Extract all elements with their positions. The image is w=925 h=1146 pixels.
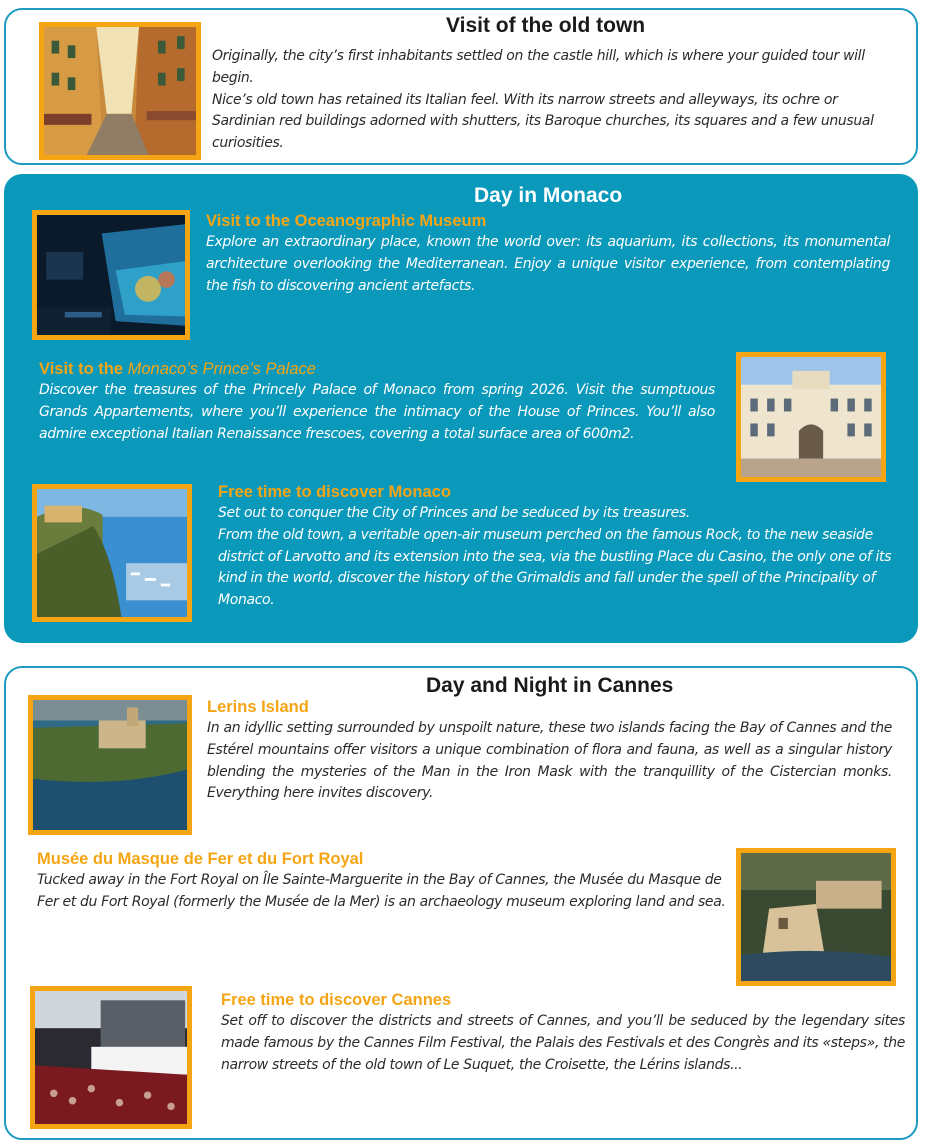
cannes-title: Day and Night in Cannes <box>426 674 674 697</box>
monaco-title: Day in Monaco <box>474 184 623 207</box>
palace-text: Discover the treasures of the Princely Palace of Monaco from spring 2026. Visit the sumptuous Grands Appartements, where you’ll experience the intimacy of the House of Princes. You’ll also admire exceptional Italian Renaissance frescoes, covering a total surface area of 600m2. <box>39 382 715 442</box>
museum-block <box>206 210 890 297</box>
monaco-free-paragraph: From the old town, a veritable open-air museum perched on the famous Rock, to the new seaside district of Larvotto and its extension into the sea, via the bustling Place du Casino, the only one of its kind in the world, discover the history of the Grimaldis and fall under the spell of the Principality of Monaco. <box>218 526 892 609</box>
fort-royal-photo <box>736 848 896 986</box>
museum-heading: Visit to the Oceanographic Museum <box>206 212 487 230</box>
palace-photo <box>736 352 886 482</box>
palace-heading-italic: Monaco’s Prince’s Palace <box>127 360 316 378</box>
aquarium-photo <box>32 210 190 340</box>
cannes-free-text: Set off to discover the districts and streets of Cannes, and you’ll be seduced by the legendary sites made famous by the Cannes Film Festival, the Palais des Festivals et des Congrès and its «steps», the narrow streets of the old town of Le Suquet, the Croisette, the Lérins islands... <box>221 1013 905 1073</box>
old-town-paragraph: Nice’s old town has retained its Italian feel. With its narrow streets and alleyways, its ochre or Sardinian red buildings adorned with shutters, its Baroque churches, its squares and a few unusual curiosities. <box>212 91 874 152</box>
old-town-title: Visit of the old town <box>446 14 646 37</box>
palace-heading <box>39 358 715 380</box>
palace-block <box>39 358 715 445</box>
old-town-paragraph: Originally, the city’s first inhabitants settled on the castle hill, which is where your guided tour will begin. <box>212 48 865 86</box>
old-town-card <box>4 8 918 165</box>
lerins-text: In an idyllic setting surrounded by unspoilt nature, these two islands facing the Bay of Cannes and the Estérel mountains offer visitors a unique combination of flora and fauna, as well as a singular history blending the mysteries of the Man in the Iron Mask with the tranquillity of the Cistercian monks. Everything here invites discovery. <box>207 720 892 802</box>
monaco-harbour-photo <box>32 484 192 622</box>
cannes-free-heading: Free time to discover Cannes <box>221 991 452 1009</box>
cannes-free-block <box>221 989 905 1076</box>
cannes-card <box>4 666 918 1140</box>
palace-heading-bold: Visit to the <box>39 360 128 378</box>
monaco-card <box>4 174 918 643</box>
monaco-free-paragraph: Set out to conquer the City of Princes and be seduced by its treasures. <box>218 505 690 521</box>
old-town-street-photo <box>39 22 201 160</box>
monaco-free-block <box>218 481 893 612</box>
lerins-island-photo <box>28 695 192 835</box>
musee-heading: Musée du Masque de Fer et du Fort Royal <box>37 850 364 868</box>
old-town-text <box>212 46 894 155</box>
cannes-festival-photo <box>30 986 192 1129</box>
musee-block <box>37 848 727 914</box>
monaco-free-heading: Free time to discover Monaco <box>218 483 451 501</box>
musee-text: Tucked away in the Fort Royal on Île Sainte-Marguerite in the Bay of Cannes, the Musée du Masque de Fer et du Fort Royal (formerly the Musée de la Mer) is an archaeology museum exploring land and sea. <box>37 872 726 910</box>
museum-text: Explore an extraordinary place, known the world over: its aquarium, its collections, its monumental architecture overlooking the Mediterranean. Enjoy a unique visitor experience, from contemplating the fish to discovering ancient artefacts. <box>206 234 890 294</box>
lerins-block <box>207 696 892 805</box>
lerins-heading: Lerins Island <box>207 698 309 716</box>
